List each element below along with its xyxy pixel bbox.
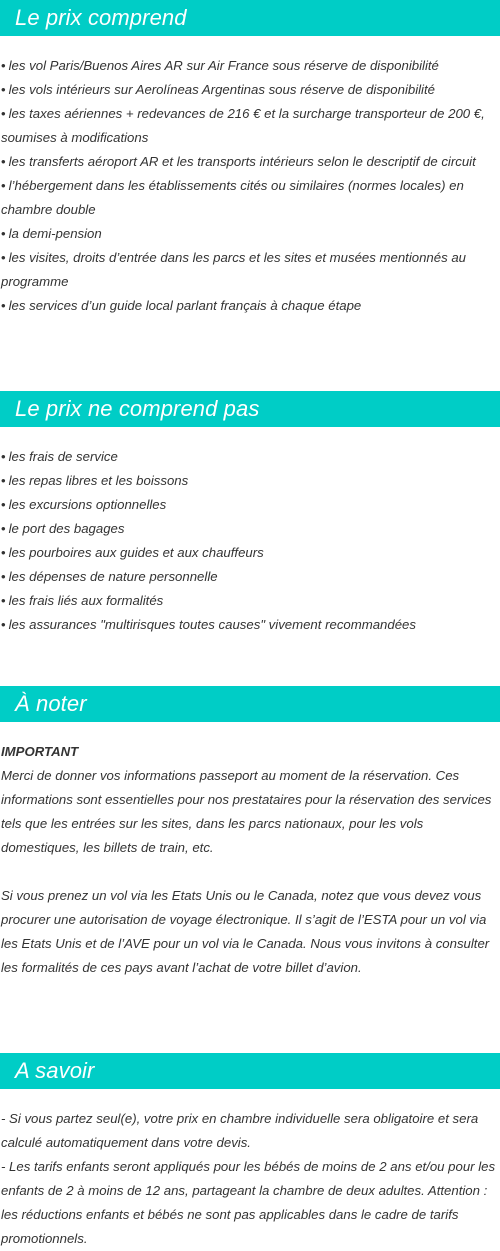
bullet-icon: • [1, 58, 6, 73]
list-item: • les frais liés aux formalités [1, 593, 164, 608]
bullet-icon: • [1, 82, 6, 97]
list-item: • les services d’un guide local parlant français à chaque étape [1, 298, 362, 313]
excluded-list [1, 445, 499, 637]
bullet-icon: • [1, 617, 6, 632]
bullet-icon: • [1, 521, 6, 536]
note-block [1, 740, 499, 980]
list-item: • les assurances "multirisques toutes causes" vivement recommandées [1, 617, 416, 632]
note-paragraph: Si vous prenez un vol via les Etats Unis ou le Canada, notez que vous devez vous procurer une autorisation de voyage électronique. Il s’agit de l’ESTA pour un vol via les Etats Unis et de l’AVE pour un vol via le Canada. Nous vous invitons à consulter les formalités de ces pays avant l’achat de votre billet d’avion. [1, 888, 490, 975]
note-paragraph: Merci de donner vos informations passeport au moment de la réservation. Ces informations sont essentielles pour nos prestataires pour la réservation des services tels que les entrées sur les sites, dans les parcs nationaux, pour les vols domestiques, les billets de train, etc. [1, 768, 492, 855]
section-title: A savoir [15, 1058, 95, 1083]
list-item: • les visites, droits d’entrée dans les parcs et les sites et musées mentionnés au programme [1, 250, 467, 289]
list-item: • l’hébergement dans les établissements cités ou similaires (normes locales) en chambre double [1, 178, 464, 217]
list-item: • les dépenses de nature personnelle [1, 569, 218, 584]
section-header-a-noter [0, 686, 500, 722]
included-list [1, 54, 499, 318]
list-item: • les vols intérieurs sur Aerolíneas Argentinas sous réserve de disponibilité [1, 82, 435, 97]
bullet-icon: • [1, 569, 6, 584]
list-item: • les excursions optionnelles [1, 497, 167, 512]
section-title: Le prix comprend [15, 5, 187, 30]
list-item: • les pourboires aux guides et aux chauffeurs [1, 545, 264, 560]
important-label: IMPORTANT [1, 744, 79, 759]
list-item: • les transferts aéroport AR et les transports intérieurs selon le descriptif de circuit [1, 154, 476, 169]
bullet-icon: • [1, 106, 6, 121]
bullet-icon: • [1, 449, 6, 464]
list-item: • les repas libres et les boissons [1, 473, 189, 488]
list-item: • les vol Paris/Buenos Aires AR sur Air France sous réserve de disponibilité [1, 58, 439, 73]
bullet-icon: • [1, 226, 6, 241]
section-title: À noter [15, 691, 87, 716]
section-header-prix-comprend [0, 0, 500, 36]
list-item: • les frais de service [1, 449, 118, 464]
bullet-icon: • [1, 250, 6, 265]
bullet-icon: • [1, 298, 6, 313]
list-item: • le port des bagages [1, 521, 125, 536]
bullet-icon: • [1, 154, 6, 169]
bullet-icon: • [1, 593, 6, 608]
info-paragraph: - Les tarifs enfants seront appliqués pour les bébés de moins de 2 ans et/ou pour les enfants de 2 à moins de 12 ans, partageant la chambre de deux adultes. Attention : les réductions enfants et bébés ne sont pas applicables dans le cadre de tarifs promotionnels. [1, 1159, 496, 1246]
bullet-icon: • [1, 473, 6, 488]
list-item: • la demi-pension [1, 226, 102, 241]
bullet-icon: • [1, 497, 6, 512]
section-header-prix-ne-comprend-pas [0, 391, 500, 427]
section-title: Le prix ne comprend pas [15, 396, 260, 421]
bullet-icon: • [1, 178, 6, 193]
info-block [1, 1107, 499, 1251]
list-item: • les taxes aériennes + redevances de 216 € et la surcharge transporteur de 200 €, soumises à modifications [1, 106, 485, 145]
bullet-icon: • [1, 545, 6, 560]
info-paragraph: - Si vous partez seul(e), votre prix en chambre individuelle sera obligatoire et sera calculé automatiquement dans votre devis. [1, 1111, 479, 1150]
section-header-a-savoir [0, 1053, 500, 1089]
